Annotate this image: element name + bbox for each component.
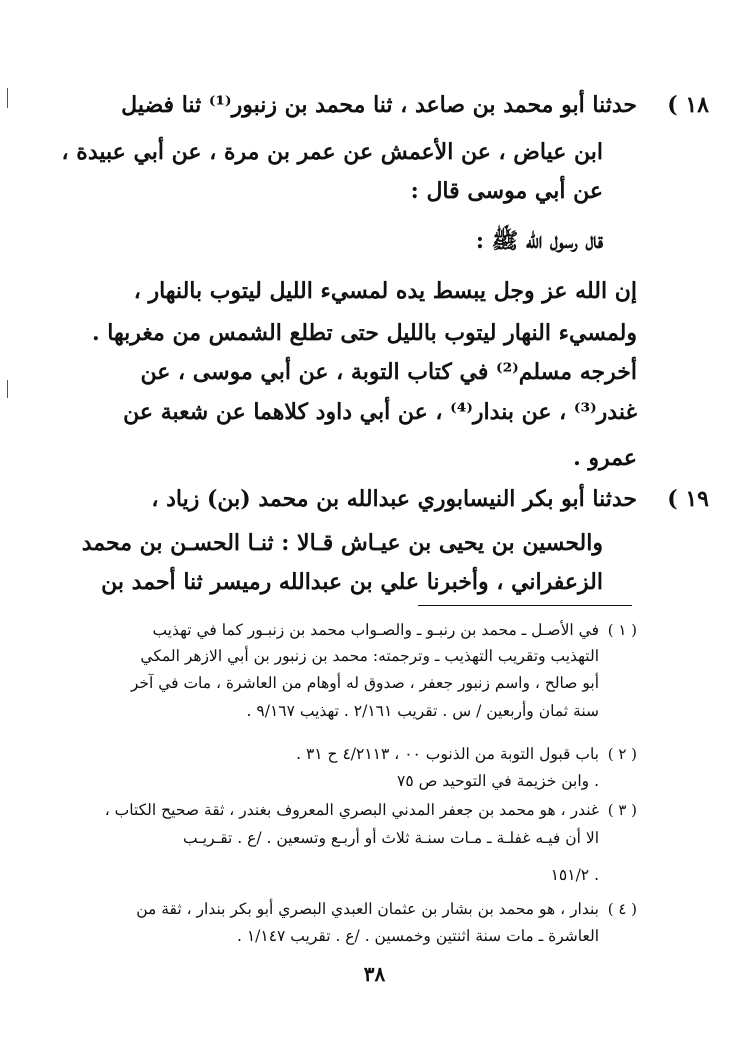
footnote-4-line-1: بندار ، هو محمد بن بشار بن عثمان العبدي البصري أبو بكر بندار ، ثقة من [136, 900, 599, 918]
footnote-2-line-2: . وابن خزيمة في التوحيد ص ٧٥ [397, 772, 599, 790]
hadith-18-line-1: حدثنا أبو محمد بن صاعد ، ثنا محمد بن زنبور⁽¹⁾ ثنا فضيل [121, 92, 637, 118]
hadith-18-line-4: قال رسول الله ﷺ : [475, 228, 603, 254]
hadith-18-line-7: أخرجه مسلم⁽²⁾ في كتاب التوبة ، عن أبي موسى ، عن [140, 359, 637, 385]
scan-mark-middle [7, 380, 8, 398]
hadith-19-number: ١٩ ) [667, 486, 709, 512]
footnote-3-line-2: الا أن فيـه غفلـة ـ مـات سنـة ثلاث أو أربـع وتسعين . /ع . تقـريـب [183, 829, 599, 847]
footnote-1-number: ( ١ ) [607, 621, 637, 639]
footnote-1-line-1: في الأصـل ـ محمد بن رنبـو ـ والصـواب محمد بن زنبـور كما في تهذيب [152, 621, 599, 639]
footnote-1-line-3: أبو صالح ، واسم زنبور جعفر ، صدوق له أوهام من العاشرة ، مات في آخر [130, 674, 599, 692]
hadith-18-line-5: إن الله عز وجل يبسط يده لمسيء الليل ليتوب بالنهار ، [133, 278, 637, 304]
hadith-19-line-2: والحسين بن يحيى بن عيـاش قـالا : ثنـا الحسـن بن محمد [81, 530, 603, 556]
footnote-1-line-4: سنة ثمان وأربعين / س . تقريب ٢/١٦١ . تهذيب ٩/١٦٧ . [246, 702, 599, 720]
hadith-18-line-6: ولمسيء النهار ليتوب بالليل حتى تطلع الشمس من مغربها . [91, 320, 637, 346]
footnote-2-number: ( ٢ ) [607, 745, 637, 763]
hadith-18-line-9: عمرو . [573, 445, 637, 471]
scan-mark-top [7, 88, 8, 108]
footnote-3-line-1: غندر ، هو محمد بن جعفر المدني البصري المعروف بغندر ، ثقة صحيح الكتاب ، [104, 801, 599, 819]
hadith-18-line-8: غندر⁽³⁾ ، عن بندار⁽⁴⁾ ، عن أبي داود كلاهما عن شعبة عن [123, 399, 637, 425]
page-number: ٣٨ [363, 962, 386, 986]
hadith-18-number: ١٨ ) [667, 92, 709, 118]
hadith-18-line-3: عن أبي موسى قال : [410, 178, 603, 204]
hadith-18-line-2: ابن عياض ، عن الأعمش عن عمر بن مرة ، عن أبي عبيدة ، [61, 139, 603, 165]
footnote-3-number: ( ٣ ) [607, 801, 637, 819]
footnote-3-line-3: . ١٥١/٢ [550, 866, 599, 884]
footnote-divider [418, 605, 632, 606]
footnote-2-line-1: باب قبول التوبة من الذنوب ٠٠ ، ٤/٢١١٣ ح ٣١ . [296, 745, 599, 763]
footnote-1-line-2: التهذيب وتقريب التهذيب ـ وترجمته: محمد بن زنبور بن أبي الازهر المكي [140, 647, 599, 665]
hadith-19-line-3: الزعفراني ، وأخبرنا علي بن عبدالله رميسر ثنا أحمد بن [101, 569, 603, 595]
hadith-19-line-1: حدثنا أبو بكر النيسابوري عبدالله بن محمد (بن) زياد ، [151, 486, 637, 512]
footnote-4-line-2: العاشرة ـ مات سنة اثنتين وخمسين . /ع . تقريب ١/١٤٧ . [236, 927, 599, 945]
footnote-4-number: ( ٤ ) [607, 900, 637, 918]
